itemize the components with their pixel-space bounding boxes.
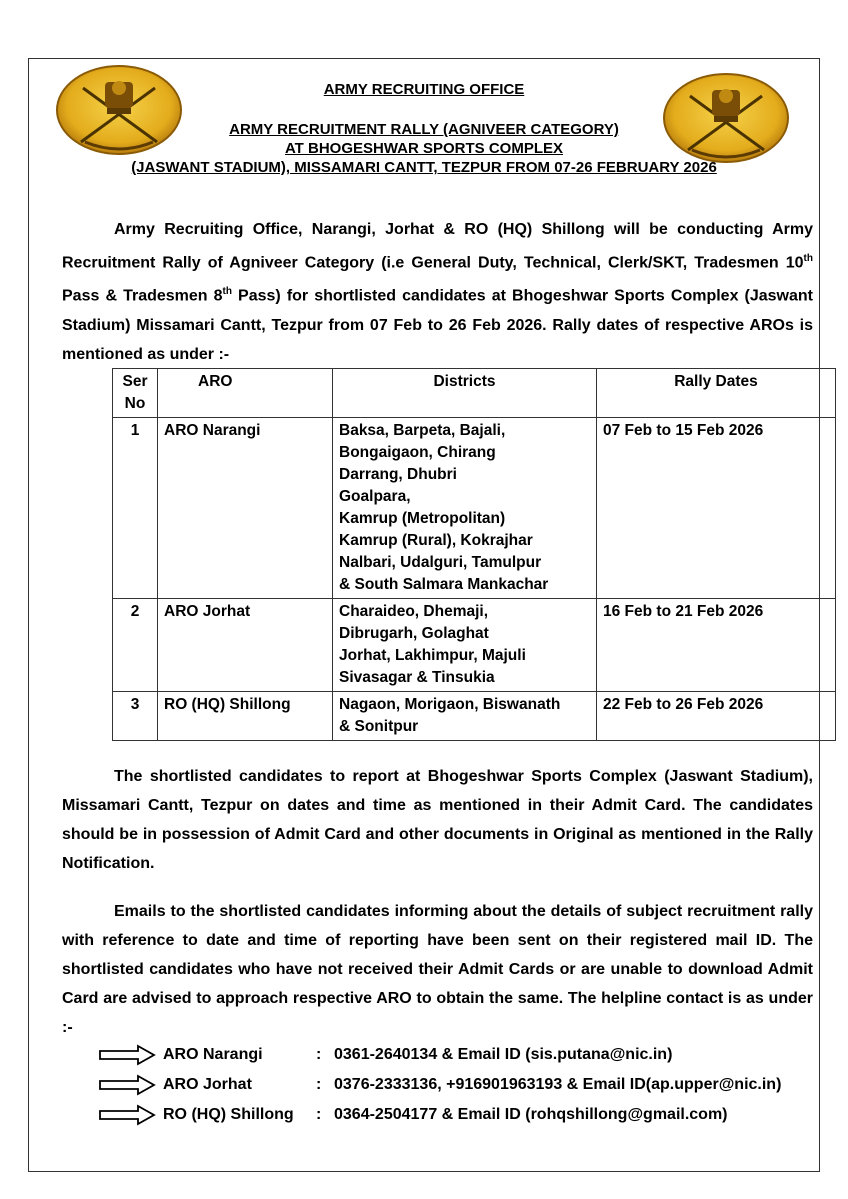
intro-text-part2: Pass & Tradesmen 8 <box>62 287 223 305</box>
hollow-right-arrow-icon <box>98 1044 156 1066</box>
cell-districts: Baksa, Barpeta, Bajali, Bongaigaon, Chirang Darrang, Dhubri Goalpara, Kamrup (Metropolitan) Kamrup (Rural), Kokrajhar Nalbari, Udalguri, Tamulpur & South Salmara Mankachar <box>333 418 597 599</box>
cell-ser: 3 <box>113 692 158 741</box>
intro-sup-th: th <box>803 253 813 264</box>
cell-districts: Charaideo, Dhemaji, Dibrugarh, Golaghat Jorhat, Lakhimpur, Majuli Sivasagar & Tinsukia <box>333 599 597 692</box>
helpline-row <box>98 1040 828 1070</box>
helpline-contact: 0376-2333136, +916901963193 & Email ID(ap.upper@nic.in) <box>334 1076 782 1093</box>
helpline-name: ARO Narangi <box>163 1046 263 1063</box>
hollow-right-arrow-icon <box>98 1074 156 1096</box>
rally-dates-table <box>112 368 836 741</box>
header-rally-dates: Rally Dates <box>597 369 836 418</box>
helpline-contact: 0361-2640134 & Email ID (sis.putana@nic.in) <box>334 1046 673 1063</box>
cell-aro: RO (HQ) Shillong <box>158 692 333 741</box>
helpline-colon: : <box>316 1046 322 1063</box>
office-heading: ARMY RECRUITING OFFICE <box>323 81 525 98</box>
cell-aro: ARO Jorhat <box>158 599 333 692</box>
intro-sup-th-2: th <box>222 286 232 298</box>
cell-dates: 16 Feb to 21 Feb 2026 <box>597 599 836 692</box>
cell-ser: 2 <box>113 599 158 692</box>
helpline-row <box>98 1070 828 1100</box>
table-row <box>113 692 836 741</box>
intro-text-part3: Pass) for shortlisted candidates at Bhogeshwar Sports Complex (Jaswant Stadium) Missamari Cantt, Tezpur from 07 Feb to 26 Feb 2026. Rally dates of respective AROs is mentioned as under :- <box>62 287 814 363</box>
cell-ser: 1 <box>113 418 158 599</box>
report-paragraph <box>62 762 813 878</box>
cell-aro: ARO Narangi <box>158 418 333 599</box>
helpline-name: RO (HQ) Shillong <box>163 1106 294 1123</box>
helpline-name: ARO Jorhat <box>163 1076 252 1093</box>
table-row <box>113 418 836 599</box>
rally-title-line3: (JASWANT STADIUM), MISSAMARI CANTT, TEZPUR FROM 07-26 FEBRUARY 2026 <box>131 159 717 176</box>
rally-title-line2: AT BHOGESHWAR SPORTS COMPLEX <box>284 140 564 157</box>
helpline-colon: : <box>316 1076 322 1093</box>
header-ser-no: Ser No <box>113 369 158 418</box>
header-aro: ARO <box>158 369 333 418</box>
helpline-row <box>98 1100 828 1130</box>
email-paragraph-text: Emails to the shortlisted candidates informing about the details of subject recruitment rally with reference to date and time of reporting have been sent on their registered mail ID. The shortlisted candidates who have not received their Admit Cards or are unable to download Admit Card are advised to approach respective ARO to obtain the same. The helpline contact is as under :- <box>62 903 813 1036</box>
report-paragraph-text: The shortlisted candidates to report at Bhogeshwar Sports Complex (Jaswant Stadium), Missamari Cantt, Tezpur on dates and time as mentioned in their Admit Card. The candidates should be in possession of Admit Card and other documents in Original as mentioned in the Rally Notification. <box>62 768 813 872</box>
helpline-list <box>98 1040 828 1130</box>
cell-districts: Nagaon, Morigaon, Biswanath & Sonitpur <box>333 692 597 741</box>
intro-text-part1: Army Recruiting Office, Narangi, Jorhat & RO (HQ) Shillong will be conducting Army Recruitment Rally of Agniveer Category (i.e General Duty, Technical, Clerk/SKT, Tradesmen 10 <box>62 221 813 272</box>
table-row <box>113 599 836 692</box>
helpline-contact: 0364-2504177 & Email ID (rohqshillong@gmail.com) <box>334 1106 728 1123</box>
header-districts: Districts <box>333 369 597 418</box>
table-header-row <box>113 369 836 418</box>
email-paragraph <box>62 897 813 1042</box>
rally-title-line1: ARMY RECRUITMENT RALLY (AGNIVEER CATEGORY) <box>229 121 619 138</box>
cell-dates: 07 Feb to 15 Feb 2026 <box>597 418 836 599</box>
hollow-right-arrow-icon <box>98 1104 156 1126</box>
intro-paragraph <box>62 215 813 369</box>
helpline-colon: : <box>316 1106 322 1123</box>
cell-dates: 22 Feb to 26 Feb 2026 <box>597 692 836 741</box>
